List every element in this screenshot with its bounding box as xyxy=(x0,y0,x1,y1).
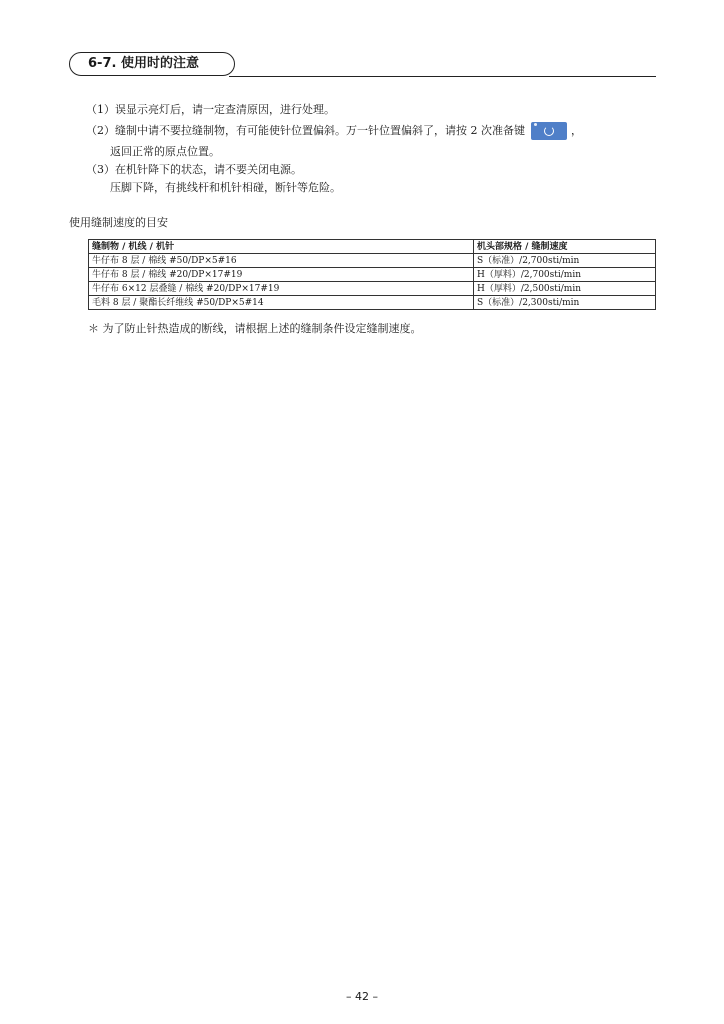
table-row xyxy=(89,254,656,268)
table-row xyxy=(89,296,656,310)
note-3-continuation: 压脚下降，有挑线杆和机针相碰，断针等危险。 xyxy=(110,181,341,194)
note-3: （3）在机针降下的状态，请不要关闭电源。 xyxy=(86,163,302,176)
notes-list xyxy=(86,101,656,197)
note-2-text: （2）缝制中请不要拉缝制物，有可能使针位置偏斜。万一针位置偏斜了，请按 2 次准备键 xyxy=(86,124,525,137)
note-2-continuation: 返回正常的原点位置。 xyxy=(110,145,220,158)
cell-speed: H（厚料）/2,500sti/min xyxy=(474,282,656,296)
table-header-row xyxy=(89,240,656,254)
header-material: 缝制物 / 机线 / 机针 xyxy=(89,240,474,254)
speed-section-title: 使用缝制速度的目安 xyxy=(69,216,168,229)
cell-speed: S（标准）/2,700sti/min xyxy=(474,254,656,268)
section-title: 6-7. 使用时的注意 xyxy=(69,52,235,76)
footnote: ＊ 为了防止针热造成的断线，请根据上述的缝制条件设定缝制速度。 xyxy=(88,322,422,335)
cell-material: 牛仔布 8 层 / 棉线 #50/DP×5#16 xyxy=(89,254,474,268)
cell-speed: H（厚料）/2,700sti/min xyxy=(474,268,656,282)
cell-material: 牛仔布 8 层 / 棉线 #20/DP×17#19 xyxy=(89,268,474,282)
cell-material: 毛料 8 层 / 聚酯长纤维线 #50/DP×5#14 xyxy=(89,296,474,310)
section-header-rule xyxy=(229,76,656,77)
note-1: （1）误显示亮灯后，请一定查清原因，进行处理。 xyxy=(86,103,335,116)
note-2 xyxy=(86,119,656,143)
cell-speed: S（标准）/2,300sti/min xyxy=(474,296,656,310)
table-row xyxy=(89,282,656,296)
note-2-comma: ， xyxy=(571,124,582,137)
header-spec-speed: 机头部规格 / 缝制速度 xyxy=(474,240,656,254)
table-row xyxy=(89,268,656,282)
ready-key-icon xyxy=(531,122,567,140)
page-number: – 42 – xyxy=(346,990,378,1003)
section-header xyxy=(69,52,656,80)
speed-table xyxy=(88,239,656,310)
cell-material: 牛仔布 6×12 层叠缝 / 棉线 #20/DP×17#19 xyxy=(89,282,474,296)
